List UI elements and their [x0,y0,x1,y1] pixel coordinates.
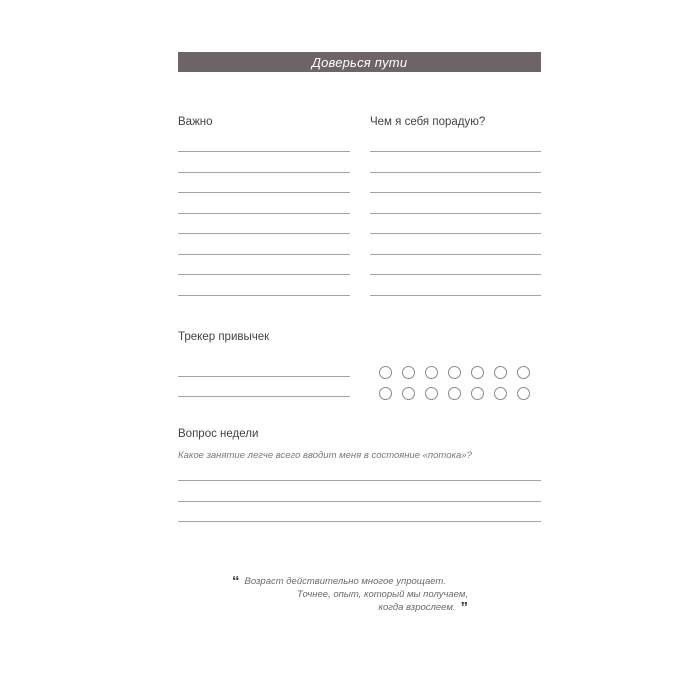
habit-checkbox-circle[interactable] [448,366,461,379]
reward-lines[interactable] [370,151,541,296]
write-line[interactable] [178,151,350,152]
write-line[interactable] [370,151,541,152]
question-of-week-text: Какое занятие легче всего вводит меня в состояние «потока»? [178,450,472,461]
quote-line-1 [232,575,468,588]
habit-checkbox-circle[interactable] [471,366,484,379]
write-line[interactable] [178,376,350,377]
write-line[interactable] [178,172,350,173]
habit-checkbox-circle[interactable] [402,366,415,379]
open-quote-icon: “ [232,573,240,590]
quote-text-3: когда взрослеем. [378,602,456,613]
habit-checkbox-circle[interactable] [425,387,438,400]
question-of-week-lines[interactable] [178,480,541,522]
habit-checkbox-circle[interactable] [425,366,438,379]
write-line[interactable] [178,396,350,397]
write-line[interactable] [178,295,350,296]
quote-line-2 [232,588,468,601]
write-line[interactable] [370,254,541,255]
close-quote-icon: ” [460,599,468,616]
important-lines[interactable] [178,151,350,296]
write-line[interactable] [370,192,541,193]
write-line[interactable] [178,233,350,234]
habit-checkbox-circle[interactable] [494,387,507,400]
important-section-label: Важно [178,116,213,128]
reward-section-label: Чем я себя порадую? [370,116,486,128]
write-line[interactable] [178,213,350,214]
quote-text-1: Возраст действительно многое упрощает. [244,576,446,587]
write-line[interactable] [178,521,541,522]
quote-text-2: Точнее, опыт, который мы получаем, [297,589,468,600]
write-line[interactable] [178,274,350,275]
habit-checkbox-circle[interactable] [379,387,392,400]
write-line[interactable] [370,172,541,173]
habit-tracker-lines[interactable] [178,376,350,397]
write-line[interactable] [178,192,350,193]
write-line[interactable] [370,213,541,214]
habit-checkbox-circle[interactable] [494,366,507,379]
write-line[interactable] [370,295,541,296]
habit-tracker-label: Трекер привычек [178,331,270,343]
habit-checkbox-circle[interactable] [471,387,484,400]
write-line[interactable] [370,274,541,275]
write-line[interactable] [178,254,350,255]
page-title-bar [178,52,541,72]
habit-checkbox-circle[interactable] [448,387,461,400]
habit-checkbox-circle[interactable] [517,366,530,379]
quote-block [232,575,468,614]
write-line[interactable] [178,480,541,481]
quote-line-3 [232,601,468,614]
page-title: Доверься пути [311,54,408,70]
habit-checkbox-circle[interactable] [379,366,392,379]
habit-checkbox-circle[interactable] [402,387,415,400]
question-of-week-label: Вопрос недели [178,428,259,440]
write-line[interactable] [178,501,541,502]
write-line[interactable] [370,233,541,234]
habit-checkbox-circle[interactable] [517,387,530,400]
habit-tracker-circles[interactable] [379,366,530,400]
